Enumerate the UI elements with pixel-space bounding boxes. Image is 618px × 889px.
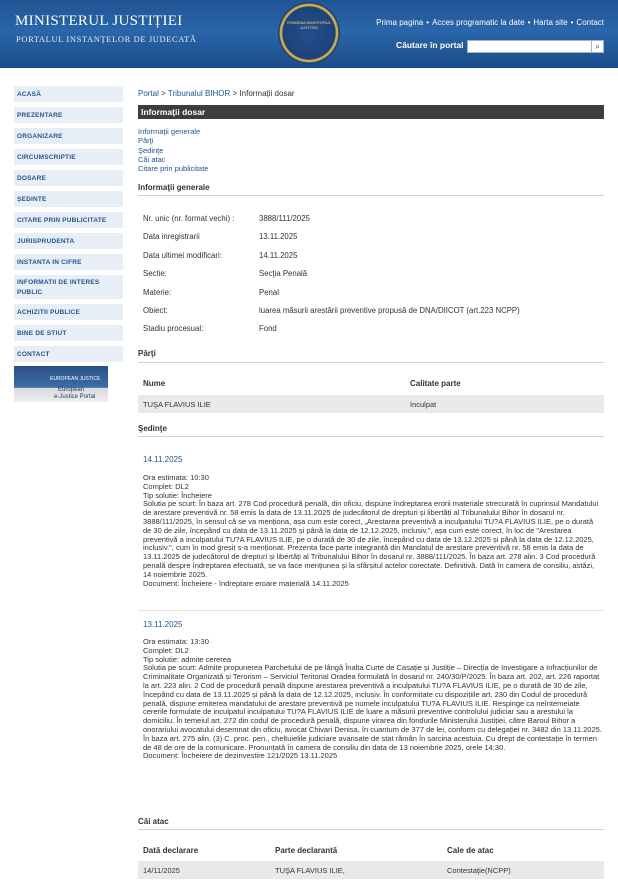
breadcrumb-tribunal[interactable]: Tribunalul BIHOR [167,89,231,98]
sidebar-item-achizitii[interactable]: ACHIZITII PUBLICE [14,304,123,321]
site-header [0,0,618,68]
hearing-details [143,638,603,761]
section-anchors [138,127,208,173]
col-header-party: Parte declarantă [275,846,338,855]
hearing-details [143,474,603,588]
nav-bullet: • [527,18,531,27]
sidebar-item-sedinte[interactable]: ȘEDINTE [14,191,123,208]
info-value: Penal [259,288,279,297]
nav-sitemap-link[interactable]: Harta site [533,18,568,27]
nav-bullet: • [426,18,430,27]
search-input[interactable] [467,40,592,53]
sidebar-item-bine-de-stiut[interactable]: BINE DE STIUT [14,325,123,342]
ejustice-line2: e-Justice Portal [54,394,96,400]
appeal-party: TUŞA FLAVIUS ILIE, [275,866,345,875]
sidebar-item-interes-public[interactable]: INFORMATII DE INTERES PUBLIC [14,275,123,300]
general-info-heading: Informaţii generale [138,183,210,192]
parti-heading: Părţi [138,349,156,358]
hearing-panel: Complet: DL2 [143,645,189,655]
info-label: Nr. unic (nr. format vechi) : [143,214,235,223]
search-button[interactable] [591,40,604,53]
info-value: luarea măsurii arestării preventive propusă de DNA/DIICOT (art.223 NCPP) [259,306,520,315]
hearing-date: 14.11.2025 [143,455,183,464]
search-icon: ⌕ [594,41,601,51]
info-value: 13.11.2025 [259,232,298,241]
ejustice-line1: European [58,387,85,393]
sidebar-item-prezentare[interactable]: PREZENTARE [14,107,123,124]
ejustice-top-text: EUROPEAN JUSTICE [50,376,101,382]
hearing-document: Document: Încheiere de dezinvestire 121/2025 13.11.2025 [143,751,338,761]
col-header-type: Cale de atac [447,846,494,855]
sidebar-item-acasa[interactable]: ACASĂ [14,86,123,103]
appeal-date: 14/11/2025 [143,866,180,875]
info-value: Fond [259,324,277,333]
anchor-informatii-generale[interactable]: Informaţii generale [138,127,201,136]
divider [138,362,604,363]
search-label: Căutare în portal [396,40,464,50]
sidebar-item-jurisprudenta[interactable]: JURISPRUDENTA [14,233,123,250]
anchor-sedinte[interactable]: Şedinţe [138,145,164,155]
table-row [138,861,604,879]
site-subtitle: PORTALUL INSTANȚELOR DE JUDECATĂ [16,34,197,44]
info-label: Materie: [143,288,172,297]
table-row [138,395,604,413]
col-header-date: Dată declarare [143,846,199,855]
hearing-solution-type: Tip solutie: admite cererea [143,654,232,664]
sedinte-heading: Şedinţe [138,424,167,433]
info-value: 3888/111/2025 [259,214,310,223]
info-value: Secţia Penală [259,269,308,278]
col-header-name: Nume [143,379,166,388]
sidebar-item-organizare[interactable]: ORGANIZARE [14,128,123,145]
sidebar-item-citare[interactable]: CITARE PRIN PUBLICITATE [14,212,123,229]
party-name: TUŞA FLAVIUS ILIE [143,400,211,409]
info-label: Data ultimei modificari: [143,251,222,260]
hearing-time: Ora estimata: 10:30 [143,473,209,482]
info-label: Sectie: [143,269,167,278]
col-header-role: Calitate parte [410,379,461,388]
nav-api-link[interactable]: Acces programatic la date [432,18,525,27]
hearing-solution-text: Solutia pe scurt: Admite propunerea Parchetului de pe lângă Înalta Curte de Casație și Justiție – Direcția de Investigare a Infracțiunilor de Criminalitate Organizată și Terorism – Serviciul Teritorial Oradea formulată în dosarul nr. 240/30/P/2025. În baza art. 202, art. 226 raportat la art. 223 alin. 2 Cod de procedură penală dispune arestarea preventivă a inculpatului TU?A FLAVIUS ILIE, pe o durată de 30 de zile, începând cu data de 13.11.2025 și până la data de 12.12.2025, inclusiv. În conformitate cu dispozițiile art. 230 din Codul de procedură penală, dispune emiterea mandatului de arestare preventivă pe numele inculpatului TU?A FLAVIUS ILIE. Respinge ca neîntemeiate cererile formulate de inculpatul inculpatului TU?A FLAVIUS ILIE de luare a măsurii preventive controlului judiciar sau a arestului la domiciliu. În temeiul art. 272 din codul de procedură penală, dispune virarea din fondurile Ministerului Justiției, către Baroul Bihor a onorariului avocatului desemnat din oficiu, avocat Chivari Denisa, în cuantum de 377 de lei, conform cu delegației nr. 3482 din 13.11.2025. În baza art. 275 alin. (3) C. proc. pen., cheltuielile judiciare avansate de stat rămân în sarcina acestuia. Cu drept de contestație în termen de 48 de ore de la comunicare. Pronunțată în camera de consiliu din data de 13 noiembrie 2025, orele 14:30. [143,663,602,752]
divider [138,610,604,611]
sidebar-item-dosare[interactable]: DOSARE [14,170,123,187]
crest-text: ROMÂNIA MINISTERUL JUSTIȚIEI [287,20,331,30]
sidebar-item-instanta-cifre[interactable]: INSTANTA IN CIFRE [14,254,123,271]
hearing-document: Document: Încheiere - îndreptare eroare materială 14.11.2025 [143,578,349,588]
hearing-date: 13.11.2025 [143,620,183,629]
info-label: Data inregistrarii [143,232,200,241]
sidebar-item-contact[interactable]: CONTACT [14,346,123,363]
hearing-panel: Complet: DL2 [143,481,189,491]
breadcrumb-current: Informații dosar [239,89,295,98]
info-label: Stadiu procesual: [143,324,204,333]
breadcrumb-sep: > [161,89,166,98]
anchor-citare[interactable]: Citare prin publicitate [138,164,209,174]
hearing-solution-text: Solutia pe scurt: În baza art. 278 Cod procedură penală, din oficiu, dispune îndreptarea erorii materiale strecurată în cuprinsul Mandatului de arestare preventivă nr. 58 emis la data de 13.11.2025 de judecătorul de drepturi și libertăți al Tribunalului Bihor în dosarul nr. 3888/111/2025, în sensul că se va menționa, așa cum este corect, „Arestarea preventivă a inculpatului TU?A FLAVIUS ILIE, pe o durată de 30 de zile, începând cu data de 13.11.2025 și până la data de 12.12.2025, inclusiv.”, așa cum este corect, în loc de "Arestarea preventivă a inculpatului TU?A FLAVIUS ILIE, pe o durată de 30 de zile, începând cu data de 13.12.2025 și până la data de 12.12.2025, inclusiv.", cum în mod greșit s-a menționat. Prezenta face parte integrantă din Mandatul de arestare preventivă nr. 58 emis la data de 13.11.2025 de judecătorul de drepturi și libertăți al Tribunalului Bihor în dosarul nr. 3888/111/2025. În baza art. 278 alin. 3 Cod procedură penală despre îndreptarea efectuată, se va face mențiunea și la sfârșitul actelor corectate. Definitivă. Dată în camera de consiliu, astăzi, 14 noiembrie 2025. [143,499,599,579]
divider [138,829,604,830]
cai-atac-heading: Căi atac [138,817,169,826]
site-title[interactable]: MINISTERUL JUSTIȚIEI [15,13,183,29]
nav-contact-link[interactable]: Contact [576,18,604,27]
ejustice-portal-banner[interactable] [14,366,108,402]
appeal-type: Contestaţie(NCPP) [447,866,511,875]
info-value: 14.11.2025 [259,251,298,260]
sidebar-nav [14,86,123,367]
page-title: Informaţii dosar [138,105,604,119]
hearing-solution-type: Tip solutie: Încheiere [143,490,212,500]
info-label: Obiect: [143,306,168,315]
top-nav [376,18,604,27]
breadcrumb-portal[interactable]: Portal [138,89,159,98]
nav-home-link[interactable]: Prima pagina [376,18,424,27]
breadcrumb [138,89,295,98]
divider [138,436,604,437]
anchor-cai-atac[interactable]: Căi atac [138,154,166,164]
divider [138,195,604,196]
crest-logo[interactable] [278,2,340,64]
hearing-time: Ora estimata: 13:30 [143,637,209,646]
nav-bullet: • [570,18,574,27]
anchor-parti[interactable]: Părţi [138,136,154,146]
breadcrumb-sep: > [232,89,238,98]
sidebar-item-circumscriptie[interactable]: CIRCUMSCRIPTIE [14,149,123,166]
party-role: Inculpat [410,400,437,409]
